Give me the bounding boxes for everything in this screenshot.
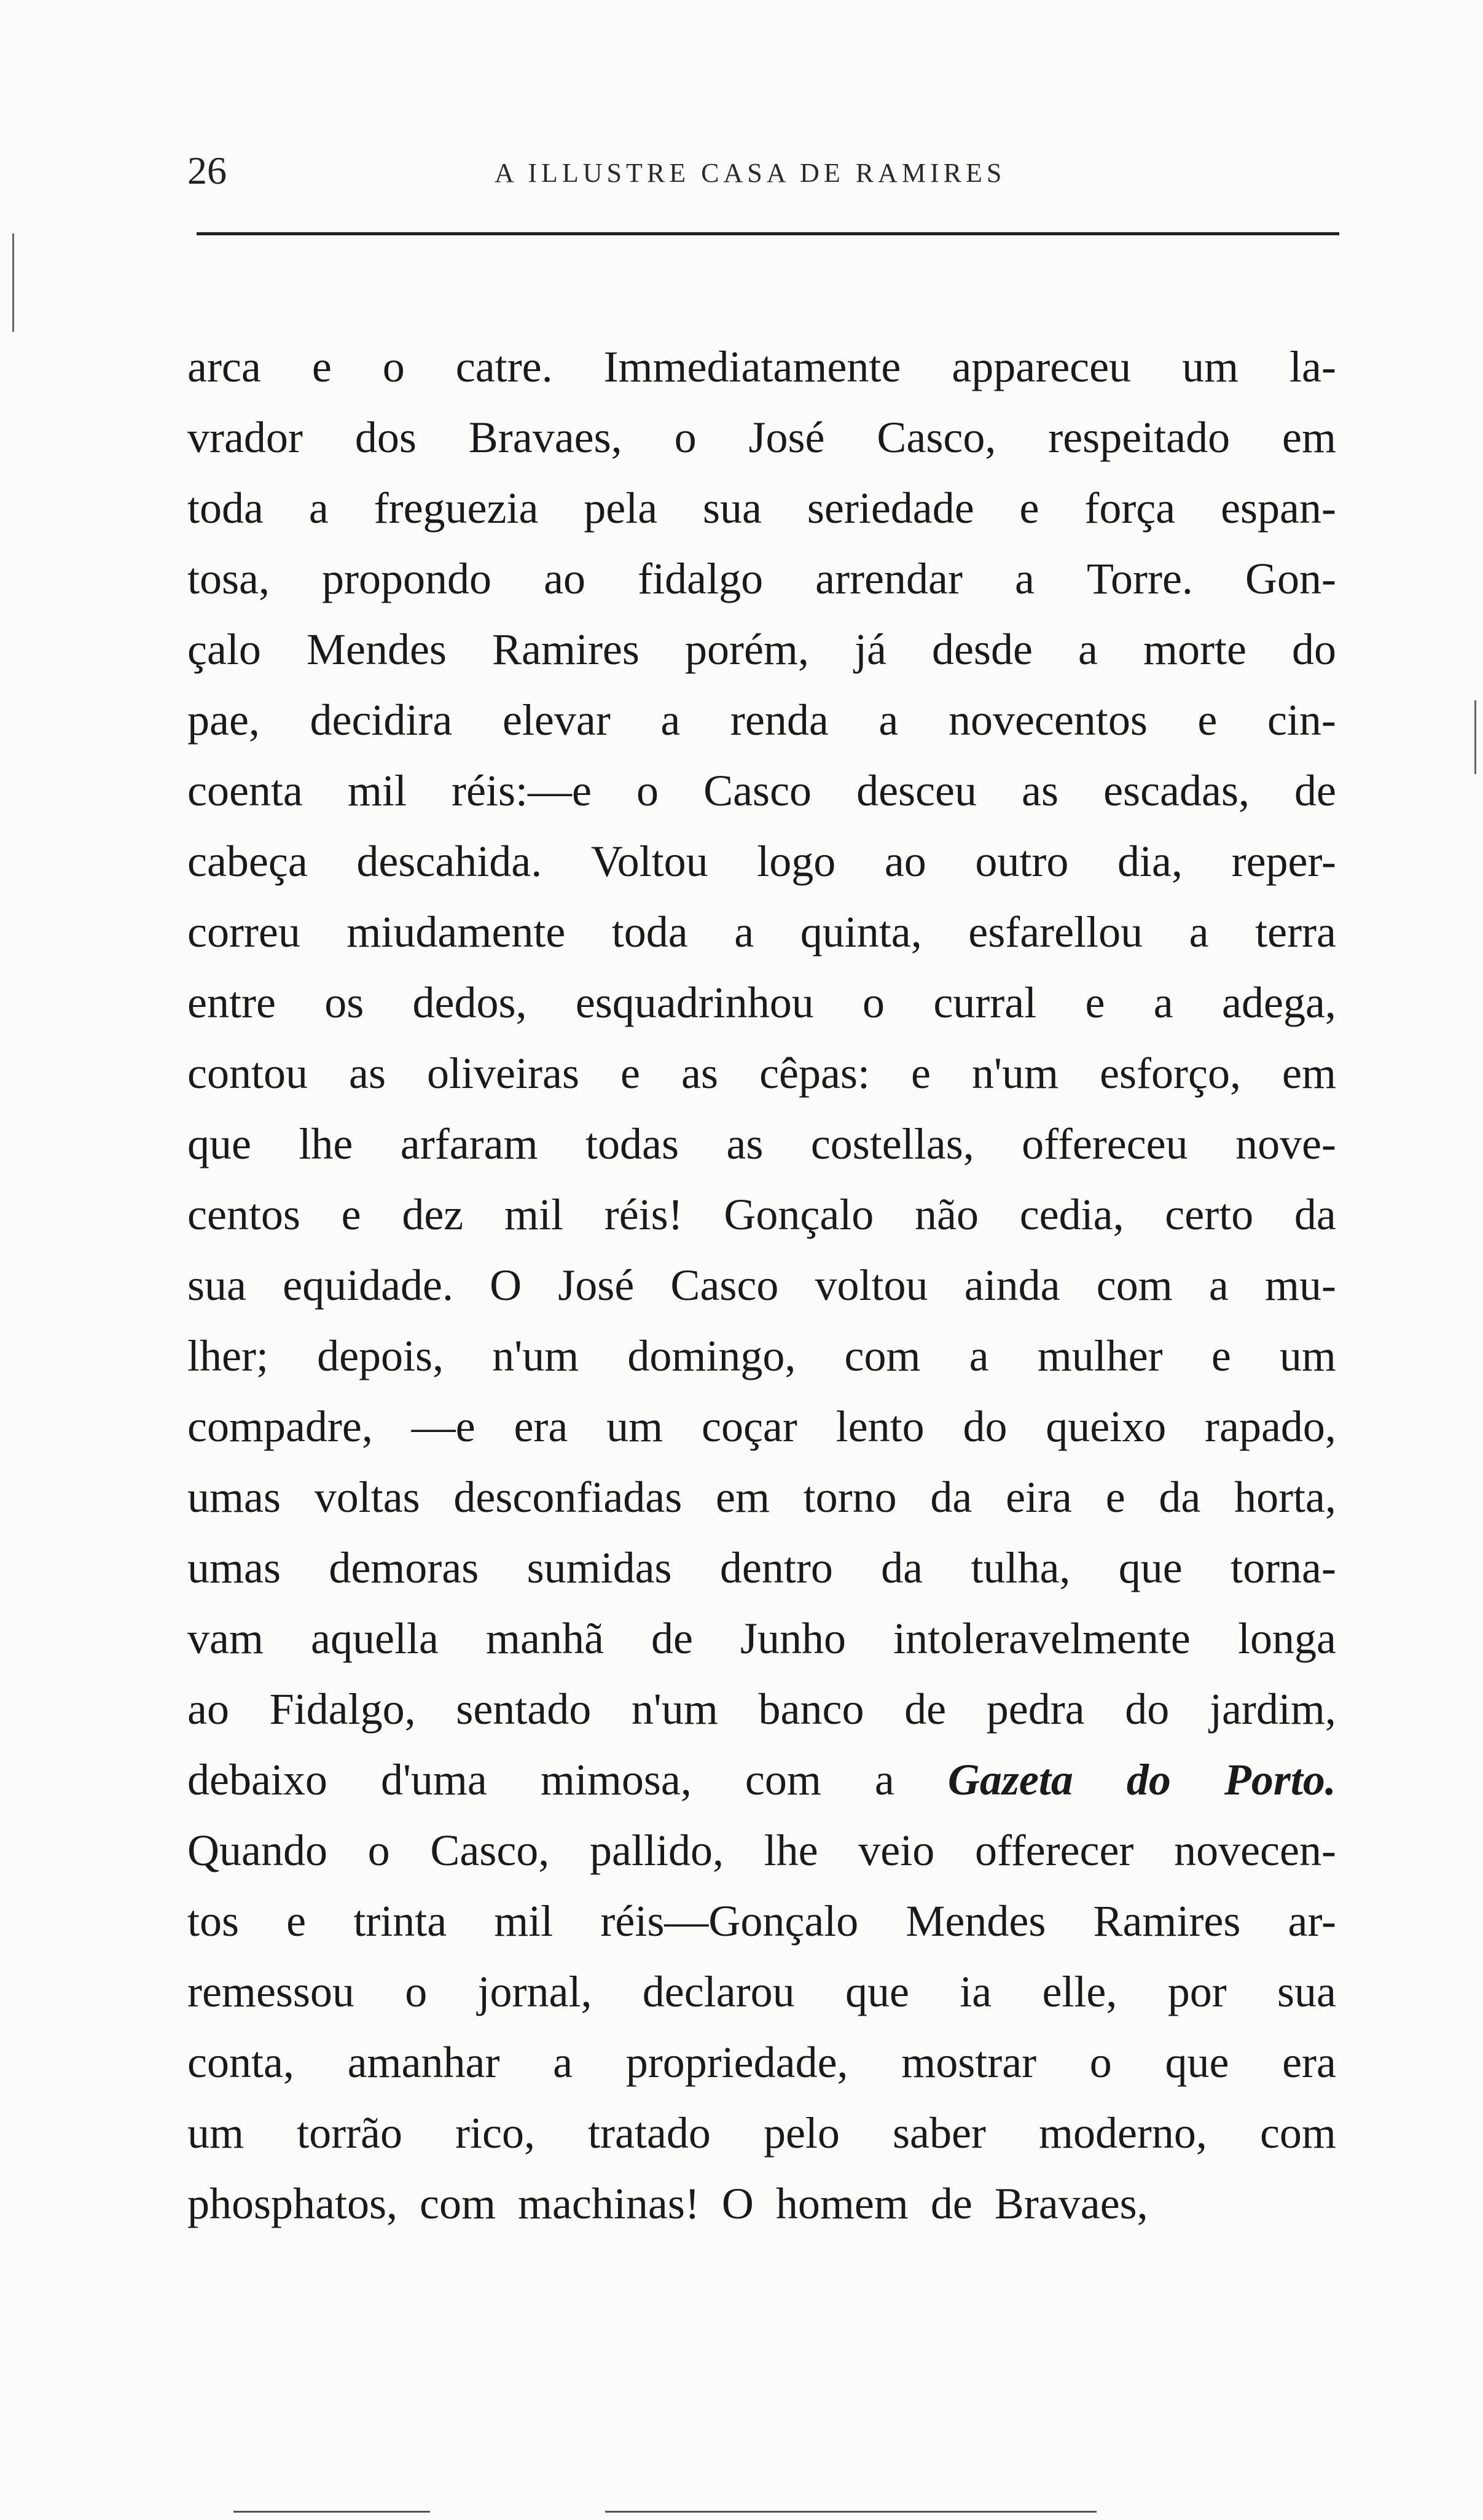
word: respeitado <box>1048 413 1231 462</box>
word: mostrar <box>901 2038 1037 2087</box>
word: longa <box>1237 1614 1336 1663</box>
word: freguezia <box>374 483 539 533</box>
word: todas <box>585 1119 679 1168</box>
text-line <box>187 544 1336 614</box>
word: reper- <box>1231 837 1336 886</box>
word: d'uma <box>380 1755 487 1804</box>
word: a <box>1208 1261 1229 1310</box>
word: tratado <box>588 2108 711 2158</box>
word: de <box>1294 766 1336 815</box>
word: ainda <box>964 1261 1060 1310</box>
word: equidade. <box>283 1261 453 1310</box>
word: Ramires <box>1093 1896 1241 1946</box>
word: o <box>405 1967 428 2016</box>
word: aquella <box>311 1614 439 1663</box>
word: e <box>1085 978 1105 1027</box>
word: coçar <box>701 1402 797 1451</box>
word: correu <box>187 907 300 957</box>
word: torno <box>803 1473 897 1522</box>
word: mil <box>347 766 407 815</box>
word: offerecer <box>974 1826 1134 1875</box>
word: já <box>854 625 886 674</box>
word: do <box>963 1402 1008 1451</box>
word: Voltou <box>590 837 708 886</box>
word: porém, <box>684 625 809 674</box>
word: offereceu <box>1022 1119 1188 1168</box>
word: a <box>734 907 754 957</box>
word: e <box>341 1190 361 1239</box>
word: Casco <box>670 1261 779 1310</box>
text-line <box>187 332 1336 402</box>
running-head <box>187 146 1342 195</box>
word: cêpas: <box>759 1049 870 1098</box>
word: e <box>620 1049 640 1098</box>
word: tosa, <box>187 554 270 603</box>
word: Gonçalo <box>724 1190 874 1239</box>
word: voltas <box>314 1473 420 1522</box>
word: o <box>863 978 885 1027</box>
text-line <box>187 756 1336 826</box>
word: miudamente <box>346 907 566 957</box>
word: Junho <box>740 1614 847 1663</box>
text-line <box>187 1533 1336 1603</box>
word: não <box>915 1190 979 1239</box>
word: lhe <box>764 1826 818 1875</box>
word: sumidas <box>526 1543 672 1592</box>
word: a <box>308 483 329 533</box>
text-line <box>187 473 1336 544</box>
word: nove- <box>1235 1119 1336 1168</box>
word: saber <box>892 2108 986 2158</box>
margin-mark <box>12 233 14 332</box>
word: mimosa, <box>540 1755 692 1804</box>
word: dia, <box>1117 837 1183 886</box>
word: depois, <box>317 1331 444 1380</box>
word: Fidalgo, <box>269 1685 416 1734</box>
word: que <box>845 1967 909 2016</box>
word: as <box>681 1049 719 1098</box>
word: arfaram <box>400 1119 538 1168</box>
word: um <box>1182 342 1239 391</box>
word: ao <box>544 554 586 603</box>
word: Quando <box>187 1826 327 1875</box>
word: descahida. <box>356 837 542 886</box>
word: vam <box>187 1614 264 1663</box>
word: vrador <box>187 413 303 462</box>
word: desde <box>931 625 1033 674</box>
text-line <box>187 1674 1336 1745</box>
word: Gazeta <box>947 1755 1073 1804</box>
word: jornal, <box>477 1967 592 2016</box>
word: contou <box>187 1049 308 1098</box>
word: fidalgo <box>638 554 764 603</box>
word: elevar <box>502 695 611 745</box>
word: lher; <box>187 1331 268 1380</box>
word: voltou <box>815 1261 928 1310</box>
bottom-rule <box>233 2511 430 2513</box>
word: coenta <box>187 766 303 815</box>
word: Gon- <box>1245 554 1336 603</box>
word: Ramires <box>491 625 640 674</box>
word: um <box>606 1402 663 1451</box>
text-line <box>187 2027 1336 2098</box>
word: e <box>1019 483 1039 533</box>
word: O <box>721 2179 754 2228</box>
word: do <box>1291 625 1336 674</box>
word: réis—Gonçalo <box>600 1896 859 1946</box>
word: as <box>349 1049 386 1098</box>
text-line <box>187 402 1336 473</box>
word: dez <box>402 1190 464 1239</box>
word: arca <box>187 342 261 391</box>
word: seriedade <box>807 483 974 533</box>
word: da <box>930 1473 972 1522</box>
word: debaixo <box>187 1755 327 1804</box>
bottom-rule <box>605 2511 1097 2513</box>
text-line <box>187 1745 1336 1815</box>
word: os <box>324 978 364 1027</box>
word: conta, <box>187 2038 294 2087</box>
word: mil <box>494 1896 554 1946</box>
word: eira <box>1006 1473 1072 1522</box>
word: umas <box>187 1473 281 1522</box>
word: sentado <box>456 1685 592 1734</box>
word: banco <box>758 1685 864 1734</box>
text-line <box>187 1957 1336 2027</box>
text-line <box>187 1462 1336 1533</box>
word: e <box>1105 1473 1125 1522</box>
word: réis:—e <box>452 766 592 815</box>
word: a <box>1189 907 1209 957</box>
word: a <box>878 695 899 745</box>
word: da <box>1294 1190 1336 1239</box>
word: rico, <box>455 2108 535 2158</box>
word: decidira <box>310 695 453 745</box>
word: Immediatamente <box>603 342 901 391</box>
word: com <box>1259 2108 1336 2158</box>
text-line <box>187 1180 1336 1250</box>
word: lento <box>835 1402 925 1451</box>
text-line <box>187 2098 1336 2169</box>
word: morte <box>1143 625 1246 674</box>
word: com <box>420 2179 496 2228</box>
word: n'um <box>492 1331 579 1380</box>
word: mil <box>504 1190 563 1239</box>
word: da <box>881 1543 923 1592</box>
word: a <box>553 2038 573 2087</box>
text-line <box>187 1109 1336 1180</box>
word: Bravaes, <box>994 2179 1148 2228</box>
page-number: 26 <box>187 149 227 192</box>
word: do <box>1125 1685 1170 1734</box>
word: machinas! <box>517 2179 700 2228</box>
word: da <box>1159 1473 1201 1522</box>
word: a <box>969 1331 989 1380</box>
word: Casco, <box>430 1826 550 1875</box>
word: pae, <box>187 695 260 745</box>
word: trinta <box>353 1896 447 1946</box>
word: dos <box>354 413 417 462</box>
word: ia <box>960 1967 992 2016</box>
word: propriedade, <box>625 2038 848 2087</box>
word: demoras <box>329 1543 479 1592</box>
word: sua <box>703 483 762 533</box>
header-rule <box>197 232 1339 235</box>
word: n'um <box>972 1049 1059 1098</box>
word: adega, <box>1222 978 1336 1027</box>
word: sua <box>1277 1967 1336 2016</box>
word: novecen- <box>1174 1826 1336 1875</box>
word: cedia, <box>1019 1190 1124 1239</box>
word: novecentos <box>948 695 1148 745</box>
word: veio <box>858 1826 935 1875</box>
word: appareceu <box>952 342 1132 391</box>
word: Mendes <box>306 625 447 674</box>
word: esfarellou <box>968 907 1143 957</box>
word: çalo <box>187 625 261 674</box>
word: entre <box>187 978 276 1027</box>
word: ao <box>884 837 926 886</box>
word: phosphatos, <box>187 2179 397 2228</box>
text-line <box>187 897 1336 968</box>
text-line <box>187 1321 1336 1391</box>
word: era <box>514 1402 568 1451</box>
word: e <box>286 1896 307 1946</box>
word: José <box>558 1261 635 1310</box>
text-line <box>187 1815 1336 1886</box>
word: e <box>911 1049 931 1098</box>
word: arrendar <box>815 554 963 603</box>
word: com <box>844 1331 921 1380</box>
word: que <box>187 1119 251 1168</box>
word: Mendes <box>906 1896 1046 1946</box>
word: pedra <box>986 1685 1085 1734</box>
word: com <box>745 1755 821 1804</box>
word: Torre. <box>1087 554 1193 603</box>
word: Bravaes, <box>468 413 622 462</box>
word: o <box>636 766 659 815</box>
word: as <box>726 1119 764 1168</box>
word: homem <box>775 2179 909 2228</box>
word: toda <box>187 483 264 533</box>
word: cabeça <box>187 837 308 886</box>
word: esquadrinhou <box>575 978 814 1027</box>
word: a <box>874 1755 894 1804</box>
word: centos <box>187 1190 300 1239</box>
word: e <box>1197 695 1218 745</box>
word: e <box>311 342 332 391</box>
word: torrão <box>297 2108 402 2158</box>
word: Casco, <box>877 413 996 462</box>
word: toda <box>611 907 688 957</box>
text-line <box>187 2169 1336 2239</box>
word: que <box>1165 2038 1229 2087</box>
word: compadre, <box>187 1402 373 1451</box>
word: sua <box>187 1261 246 1310</box>
word: um <box>187 2108 245 2158</box>
word: a <box>1015 554 1035 603</box>
word: quinta, <box>800 907 922 957</box>
word: la- <box>1289 342 1336 391</box>
word: certo <box>1165 1190 1254 1239</box>
word: curral <box>933 978 1037 1027</box>
word: queixo <box>1046 1402 1167 1451</box>
text-line <box>187 1038 1336 1109</box>
word: logo <box>757 837 836 886</box>
word: a <box>1078 625 1098 674</box>
word: pela <box>584 483 658 533</box>
word: remessou <box>187 1967 354 2016</box>
word: tos <box>187 1896 240 1946</box>
word: a <box>1153 978 1173 1027</box>
word: torna- <box>1231 1543 1336 1592</box>
word: dentro <box>719 1543 833 1592</box>
word: as <box>1022 766 1059 815</box>
word: ar- <box>1288 1896 1336 1946</box>
word: intoleravelmente <box>893 1614 1191 1663</box>
word: pallido, <box>589 1826 724 1875</box>
word: costellas, <box>810 1119 974 1168</box>
word: esforço, <box>1100 1049 1241 1098</box>
word: amanhar <box>347 2038 500 2087</box>
word: ao <box>187 1685 229 1734</box>
text-line <box>187 826 1336 897</box>
word: o <box>674 413 697 462</box>
word: horta, <box>1234 1473 1336 1522</box>
text-line <box>187 685 1336 756</box>
word: de <box>904 1685 947 1734</box>
text-line <box>187 968 1336 1038</box>
word: terra <box>1255 907 1336 957</box>
word: umas <box>187 1543 281 1592</box>
word: O <box>490 1261 522 1310</box>
word: n'um <box>631 1685 718 1734</box>
word: réis! <box>604 1190 683 1239</box>
word: de <box>651 1614 693 1663</box>
word: mulher <box>1037 1331 1163 1380</box>
text-line <box>187 1391 1336 1462</box>
word: outro <box>975 837 1069 886</box>
word: elle, <box>1042 1967 1117 2016</box>
word: espan- <box>1221 483 1336 533</box>
margin-mark <box>1474 700 1476 774</box>
word: do <box>1126 1755 1171 1804</box>
word: —e <box>411 1402 475 1451</box>
word: cin- <box>1267 695 1336 745</box>
word: por <box>1167 1967 1227 2016</box>
word: propondo <box>322 554 492 603</box>
word: declarou <box>642 1967 795 2016</box>
text-line <box>187 1250 1336 1321</box>
body-text <box>187 332 1336 2239</box>
word: pelo <box>763 2108 840 2158</box>
word: moderno, <box>1038 2108 1207 2158</box>
word: a <box>660 695 681 745</box>
word: Casco <box>703 766 812 815</box>
word: dedos, <box>412 978 527 1027</box>
word: jardim, <box>1209 1685 1336 1734</box>
text-line <box>187 1603 1336 1674</box>
word: escadas, <box>1103 766 1250 815</box>
word: em <box>1282 1049 1336 1098</box>
word: e <box>1211 1331 1231 1380</box>
word: força <box>1084 483 1176 533</box>
word: oliveiras <box>427 1049 579 1098</box>
word: o <box>367 1826 390 1875</box>
text-line <box>187 1886 1336 1957</box>
word: rapado, <box>1205 1402 1336 1451</box>
word: manhã <box>485 1614 604 1663</box>
word: domingo, <box>627 1331 796 1380</box>
word: um <box>1279 1331 1336 1380</box>
word: de <box>930 2179 972 2228</box>
text-line <box>187 614 1336 685</box>
running-title: A ILLUSTRE CASA DE RAMIRES <box>495 158 1006 188</box>
word: desceu <box>856 766 977 815</box>
word: em <box>1282 413 1336 462</box>
word: o <box>1089 2038 1112 2087</box>
word: o <box>382 342 405 391</box>
word: tulha, <box>971 1543 1071 1592</box>
word: com <box>1096 1261 1173 1310</box>
word: desconfiadas <box>453 1473 683 1522</box>
word: era <box>1282 2038 1336 2087</box>
word: lhe <box>299 1119 353 1168</box>
word: renda <box>730 695 829 745</box>
word: que <box>1118 1543 1183 1592</box>
word: José <box>748 413 825 462</box>
word: em <box>715 1473 770 1522</box>
word: catre. <box>455 342 553 391</box>
word: mu- <box>1264 1261 1336 1310</box>
word: Porto. <box>1224 1755 1336 1804</box>
